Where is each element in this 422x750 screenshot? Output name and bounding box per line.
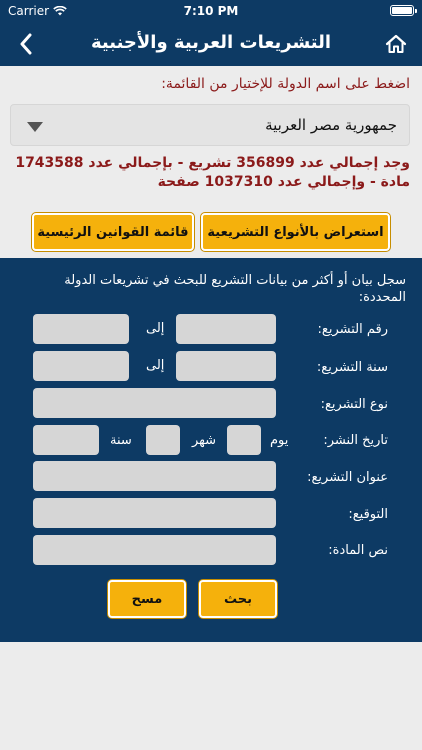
title-input[interactable] bbox=[33, 461, 276, 491]
nav-bar bbox=[0, 22, 422, 66]
clear-button[interactable]: مسح bbox=[108, 580, 186, 618]
type-label: نوع التشريع: bbox=[320, 397, 388, 412]
country-dropdown-value: جمهورية مصر العربية bbox=[265, 116, 397, 134]
back-button[interactable] bbox=[8, 26, 44, 62]
status-time: 7:10 PM bbox=[183, 4, 239, 18]
number-to-label: إلى bbox=[146, 321, 165, 336]
signature-label: التوقيع: bbox=[348, 507, 388, 522]
day-input[interactable] bbox=[227, 425, 261, 455]
country-prompt: اضغط على اسم الدولة للإختيار من القائمة: bbox=[161, 76, 410, 92]
main-laws-button[interactable]: قائمة القوانين الرئيسية bbox=[32, 213, 194, 251]
year-label: سنة التشريع: bbox=[316, 360, 388, 375]
article-text-label: نص المادة: bbox=[328, 543, 388, 558]
type-input[interactable] bbox=[33, 388, 276, 418]
month-input[interactable] bbox=[146, 425, 180, 455]
day-label: يوم bbox=[270, 433, 289, 448]
browse-types-button[interactable]: استعراض بالأنواع التشريعية bbox=[201, 213, 390, 251]
battery-icon bbox=[390, 5, 414, 16]
signature-input[interactable] bbox=[33, 498, 276, 528]
home-icon bbox=[385, 34, 407, 54]
article-text-input[interactable] bbox=[33, 535, 276, 565]
search-heading: سجل بيان أو أكثر من بيانات التشريع للبحث في تشريعات الدولة المحددة: bbox=[64, 273, 406, 305]
chevron-left-icon bbox=[19, 33, 33, 55]
number-to-input[interactable] bbox=[33, 314, 129, 344]
month-label: شهر bbox=[192, 433, 217, 448]
search-button[interactable]: بحث bbox=[199, 580, 277, 618]
title-label: عنوان التشريع: bbox=[307, 470, 388, 485]
number-from-input[interactable] bbox=[176, 314, 276, 344]
carrier-label: Carrier bbox=[8, 4, 50, 18]
stats-summary: وجد إجمالي عدد 356899 تشريع - بإجمالي عدد 1743588 مادة - وإجمالي عدد 1037310 صفحة bbox=[15, 155, 410, 190]
dropdown-arrow-icon bbox=[27, 122, 43, 132]
page-title: التشريعات العربية والأجنبية bbox=[90, 32, 332, 53]
year-part-label: سنة bbox=[110, 433, 132, 448]
home-button[interactable] bbox=[378, 26, 414, 62]
year-to-label: إلى bbox=[146, 358, 165, 373]
number-label: رقم التشريع: bbox=[317, 322, 388, 337]
status-bar bbox=[0, 0, 422, 22]
year-from-input[interactable] bbox=[176, 351, 276, 381]
country-dropdown[interactable] bbox=[10, 104, 410, 146]
date-year-input[interactable] bbox=[33, 425, 99, 455]
year-to-input[interactable] bbox=[33, 351, 129, 381]
publish-date-label: تاريخ النشر: bbox=[323, 433, 388, 448]
